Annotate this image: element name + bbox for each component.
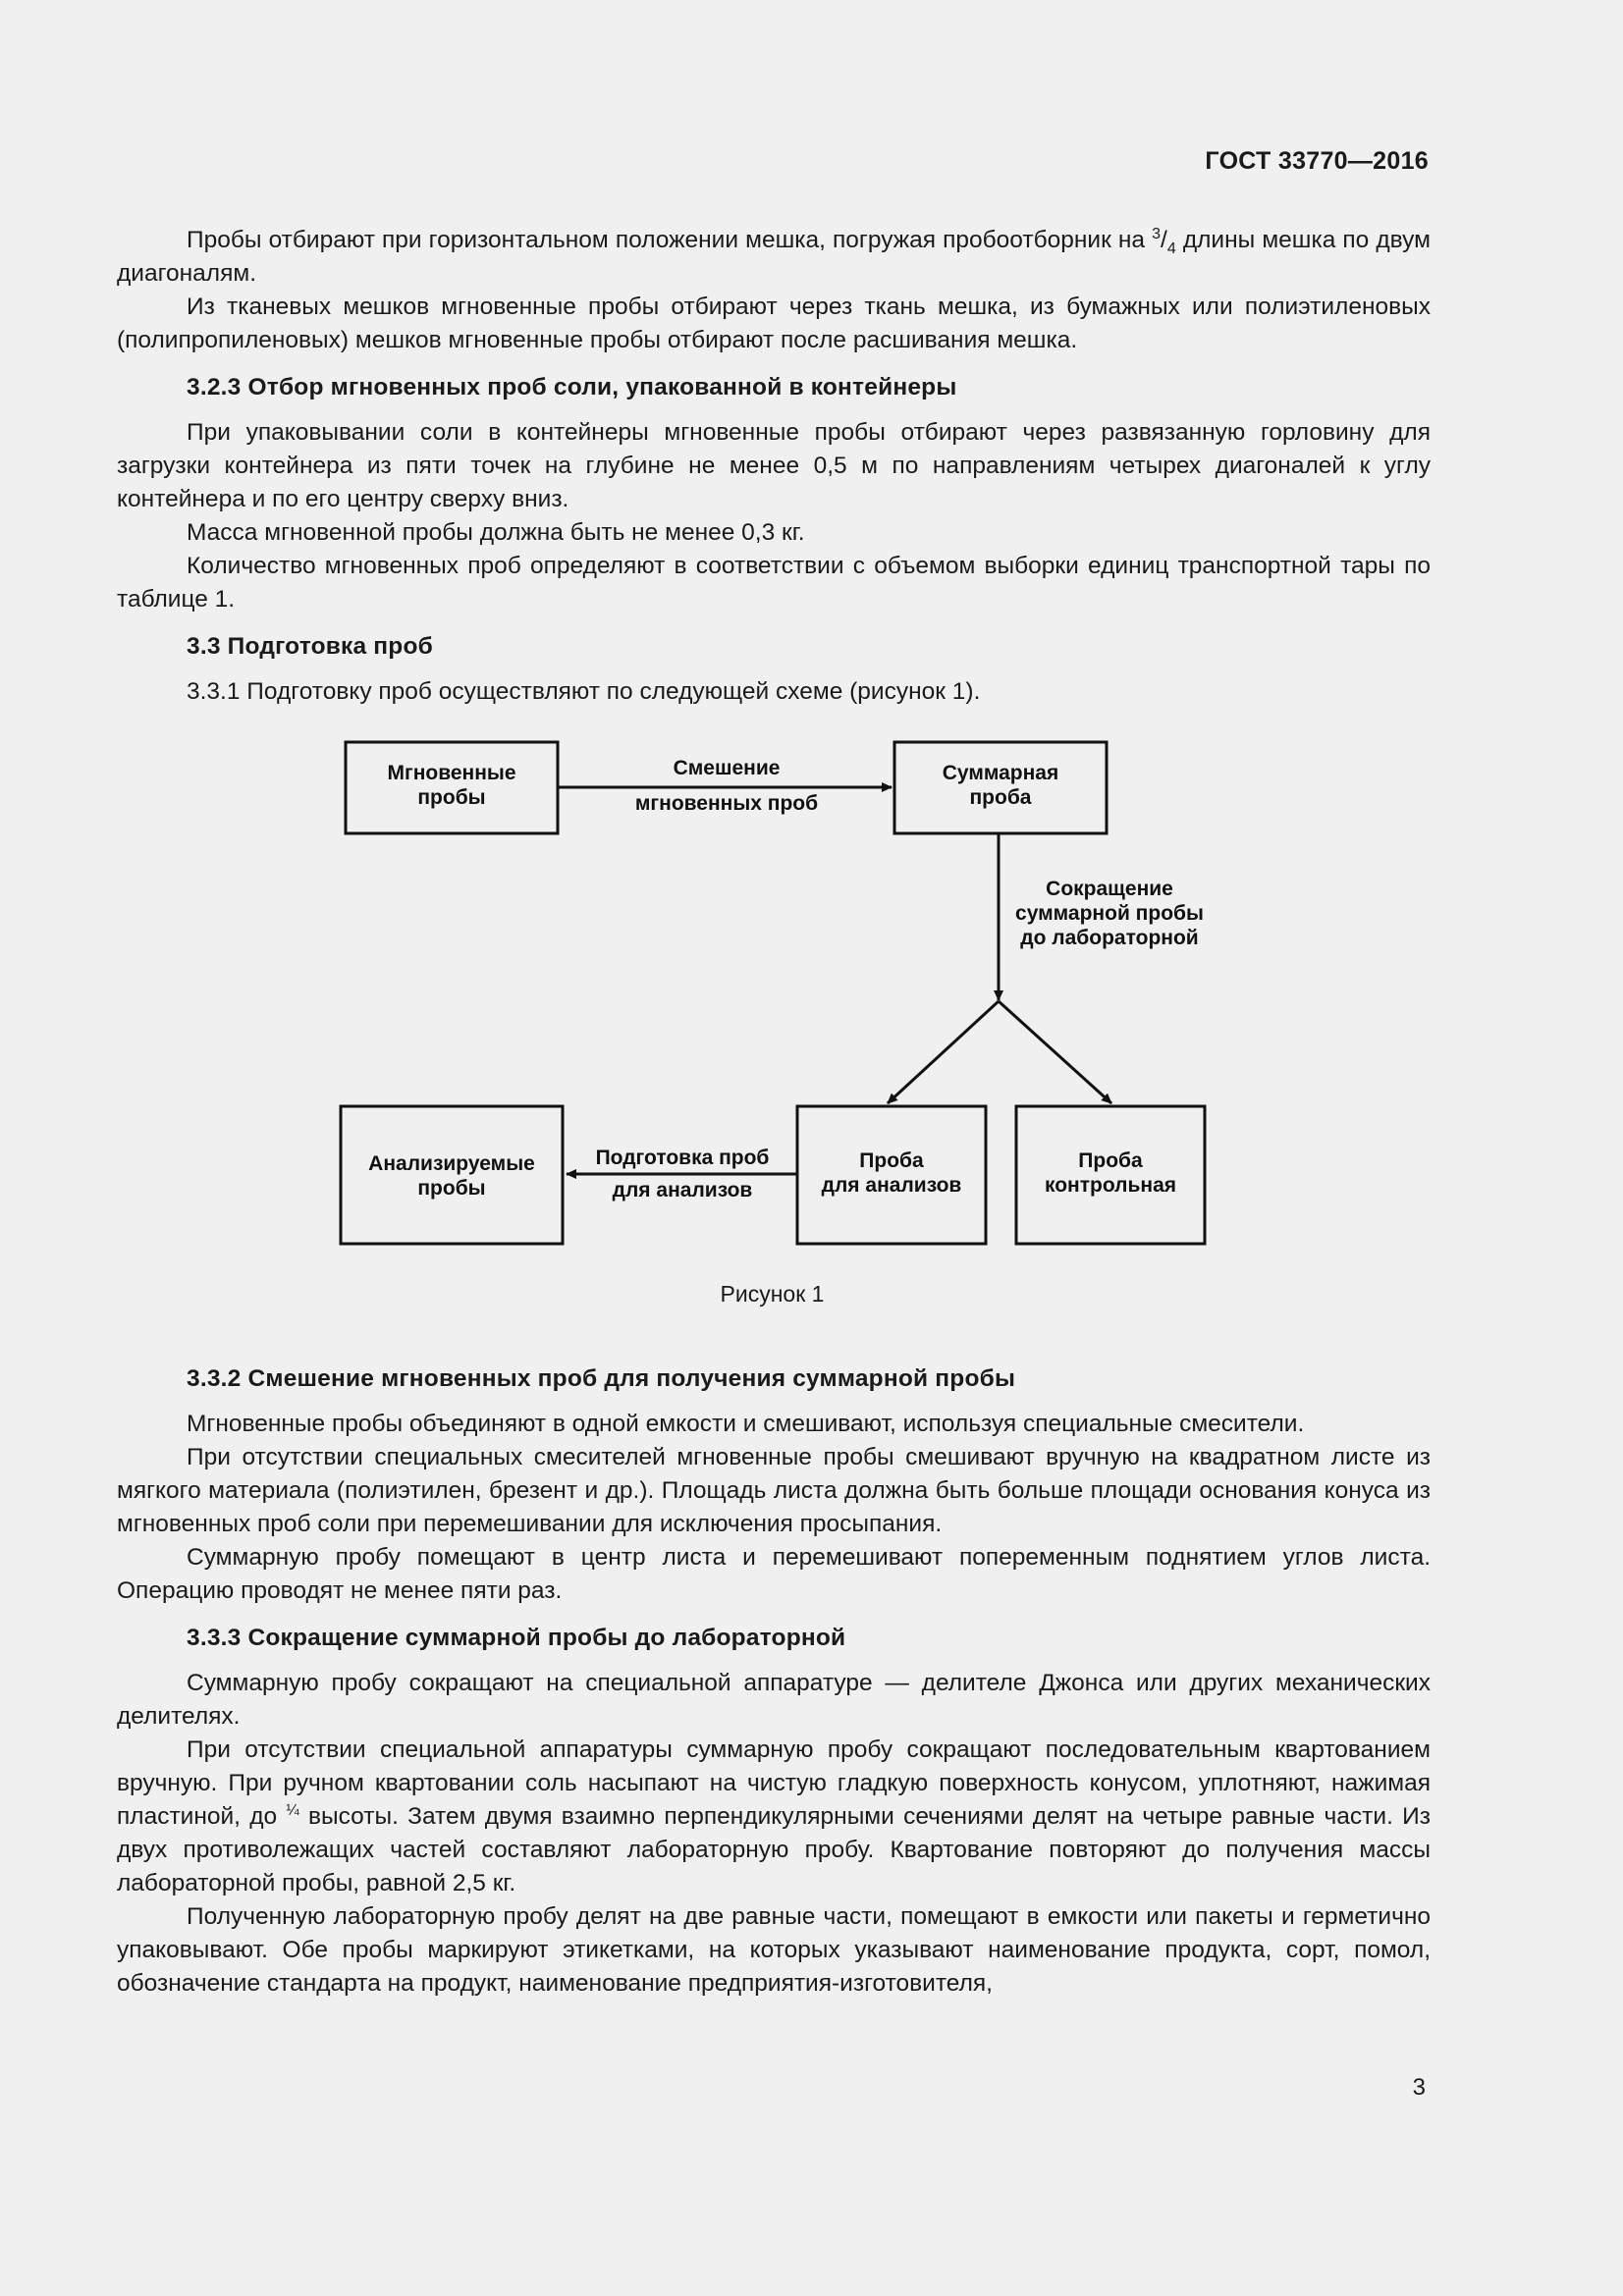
page-number: 3	[1412, 2074, 1426, 2101]
paragraph-sample-mass: Масса мгновенной пробы должна быть не менее 0,3 кг.	[187, 519, 805, 546]
arrow-mixing-label-top: Смешение	[673, 757, 781, 779]
arrow-preparation-label-bottom: для анализов	[612, 1179, 753, 1201]
arrow-preparation-label-top: Подготовка проб	[595, 1147, 770, 1169]
paragraph-quartering: При отсутствии специальной аппаратуры суммарную пробу сокращают последовательным квартованием вручную. При ручном квартовании соль насыпают на чистую гладкую поверхность конусом, уплотняют, нажимая пластиной, до $^{\frac{1}{4}}$ высоты. Затем двумя взаимно перпендикулярными сечениями делят на четыре равные части. Из двух противолежащих частей составляют лабораторную пробу. Квартование повторяют до получения массы лабораторной пробы, равной 2,5 кг.	[117, 1736, 1431, 1896]
box-sample-for-analysis-label: Проба для анализов	[821, 1149, 962, 1197]
heading-3-3: 3.3 Подготовка проб	[187, 633, 433, 660]
paragraph-3-3-1: 3.3.1 Подготовку проб осуществляют по следующей схеме (рисунок 1).	[187, 678, 981, 705]
paragraph-sample-count: Количество мгновенных проб определяют в соответствии с объемом выборки единиц транспортной тары по таблице 1.	[117, 553, 1431, 613]
box-instant-samples-label: Мгновенные пробы	[387, 762, 516, 809]
arrow-to-control-sample	[999, 1001, 1111, 1103]
arrow-reduction-label: Сокращение суммарной пробы до лабораторной	[1015, 878, 1204, 949]
paragraph-manual-mixing: При отсутствии специальных смесителей мгновенные пробы смешивают вручную на квадратном листе из мягкого материала (полиэтилен, брезент и др.). Площадь листа должна быть больше площади основания конуса из мгновенных проб соли при перемешивании для исключения просыпания.	[117, 1444, 1431, 1537]
heading-3-2-3: 3.2.3 Отбор мгновенных проб соли, упакованной в контейнеры	[187, 374, 957, 400]
text-block-upper	[117, 224, 1431, 709]
paragraph-mixers: Мгновенные пробы объединяют в одной емкости и смешивают, используя специальные смесители.	[187, 1411, 1305, 1437]
figure-caption: Рисунок 1	[720, 1281, 825, 1307]
paragraph-sheet-mixing: Суммарную пробу помещают в центр листа и перемешивают попеременным поднятием углов листа. Операцию проводят не менее пяти раз.	[117, 1544, 1431, 1604]
paragraph-packaging: Полученную лабораторную пробу делят на две равные части, помещают в емкости или пакеты и герметично упаковывают. Обе пробы маркируют этикетками, на которых указывают наименование продукта, сорт, помол, обозначение стандарта на продукт, наименование предприятия-изготовителя,	[117, 1903, 1431, 1997]
heading-3-3-3: 3.3.3 Сокращение суммарной пробы до лабораторной	[187, 1625, 846, 1651]
paragraph-jones-divider: Суммарную пробу сокращают на специальной аппаратуре — делителе Джонса или других механических делителях.	[117, 1670, 1431, 1730]
box-summary-sample-label: Суммарная проба	[942, 762, 1059, 809]
paragraph-containers: При упаковывании соли в контейнеры мгновенные пробы отбирают через развязанную горловину для загрузки контейнера из пяти точек на глубине не менее 0,5 м по направлениям четырех диагоналей к углу контейнера и по его центру сверху вниз.	[117, 419, 1431, 512]
document-code-header: ГОСТ 33770—2016	[1205, 147, 1429, 175]
box-analyzed-samples-label: Анализируемые пробы	[368, 1152, 535, 1200]
arrow-mixing-label-bottom: мгновенных проб	[634, 792, 819, 815]
box-control-sample-label: Проба контрольная	[1044, 1149, 1177, 1197]
paragraph-fabric-bags: Из тканевых мешков мгновенные пробы отбирают через ткань мешка, из бумажных или полиэтиленовых (полипропиленовых) мешков мгновенные пробы отбирают после расшивания мешка.	[117, 294, 1431, 353]
heading-3-3-2: 3.3.2 Смешение мгновенных проб для получения суммарной пробы	[187, 1365, 1016, 1392]
arrow-to-analysis-sample	[888, 1001, 999, 1103]
paragraph-bag-sampling: Пробы отбирают при горизонтальном положении мешка, погружая пробоотборник на $^3/_4$ длины мешка по двум диагоналям.	[117, 225, 1431, 287]
text-block-lower	[117, 1362, 1431, 2001]
